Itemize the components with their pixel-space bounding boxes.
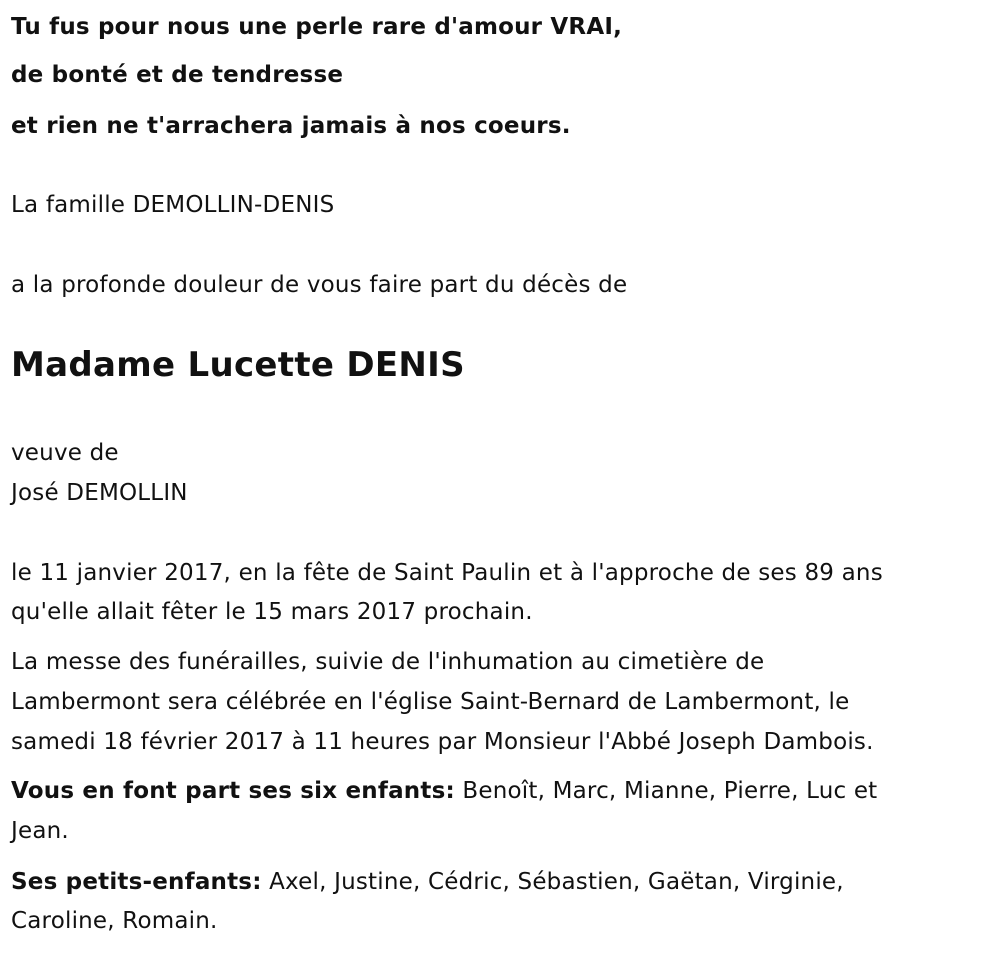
grandchildren-label: Ses petits-enfants: xyxy=(11,869,262,895)
children-line-2: Jean. xyxy=(11,818,69,844)
family-line: La famille DEMOLLIN-DENIS xyxy=(11,192,335,218)
announcement-line: a la profonde douleur de vous faire part du décès de xyxy=(11,272,628,298)
grandchildren-line-1 xyxy=(11,867,844,897)
grandchildren-line-2: Caroline, Romain. xyxy=(11,908,218,934)
poem-line-1: Tu fus pour nous une perle rare d'amour VRAI, xyxy=(11,14,623,40)
funeral-line-2: Lambermont sera célébrée en l'église Saint-Bernard de Lambermont, le xyxy=(11,689,850,715)
funeral-line-3: samedi 18 février 2017 à 11 heures par Monsieur l'Abbé Joseph Dambois. xyxy=(11,729,874,755)
poem-line-2: de bonté et de tendresse xyxy=(11,62,344,88)
date-line-2: qu'elle allait fêter le 15 mars 2017 prochain. xyxy=(11,599,533,625)
spouse-name: José DEMOLLIN xyxy=(11,480,188,506)
children-names: Benoît, Marc, Mianne, Pierre, Luc et xyxy=(462,778,878,804)
deceased-name: Madame Lucette DENIS xyxy=(11,345,465,385)
children-line-1 xyxy=(11,776,877,806)
widow-of-label: veuve de xyxy=(11,440,119,466)
funeral-line-1: La messe des funérailles, suivie de l'inhumation au cimetière de xyxy=(11,649,765,675)
children-label: Vous en font part ses six enfants: xyxy=(11,778,455,804)
grandchildren-names: Axel, Justine, Cédric, Sébastien, Gaëtan, Virginie, xyxy=(269,869,844,895)
poem-line-3: et rien ne t'arrachera jamais à nos coeurs. xyxy=(11,113,571,139)
date-line-1: le 11 janvier 2017, en la fête de Saint Paulin et à l'approche de ses 89 ans xyxy=(11,560,883,586)
